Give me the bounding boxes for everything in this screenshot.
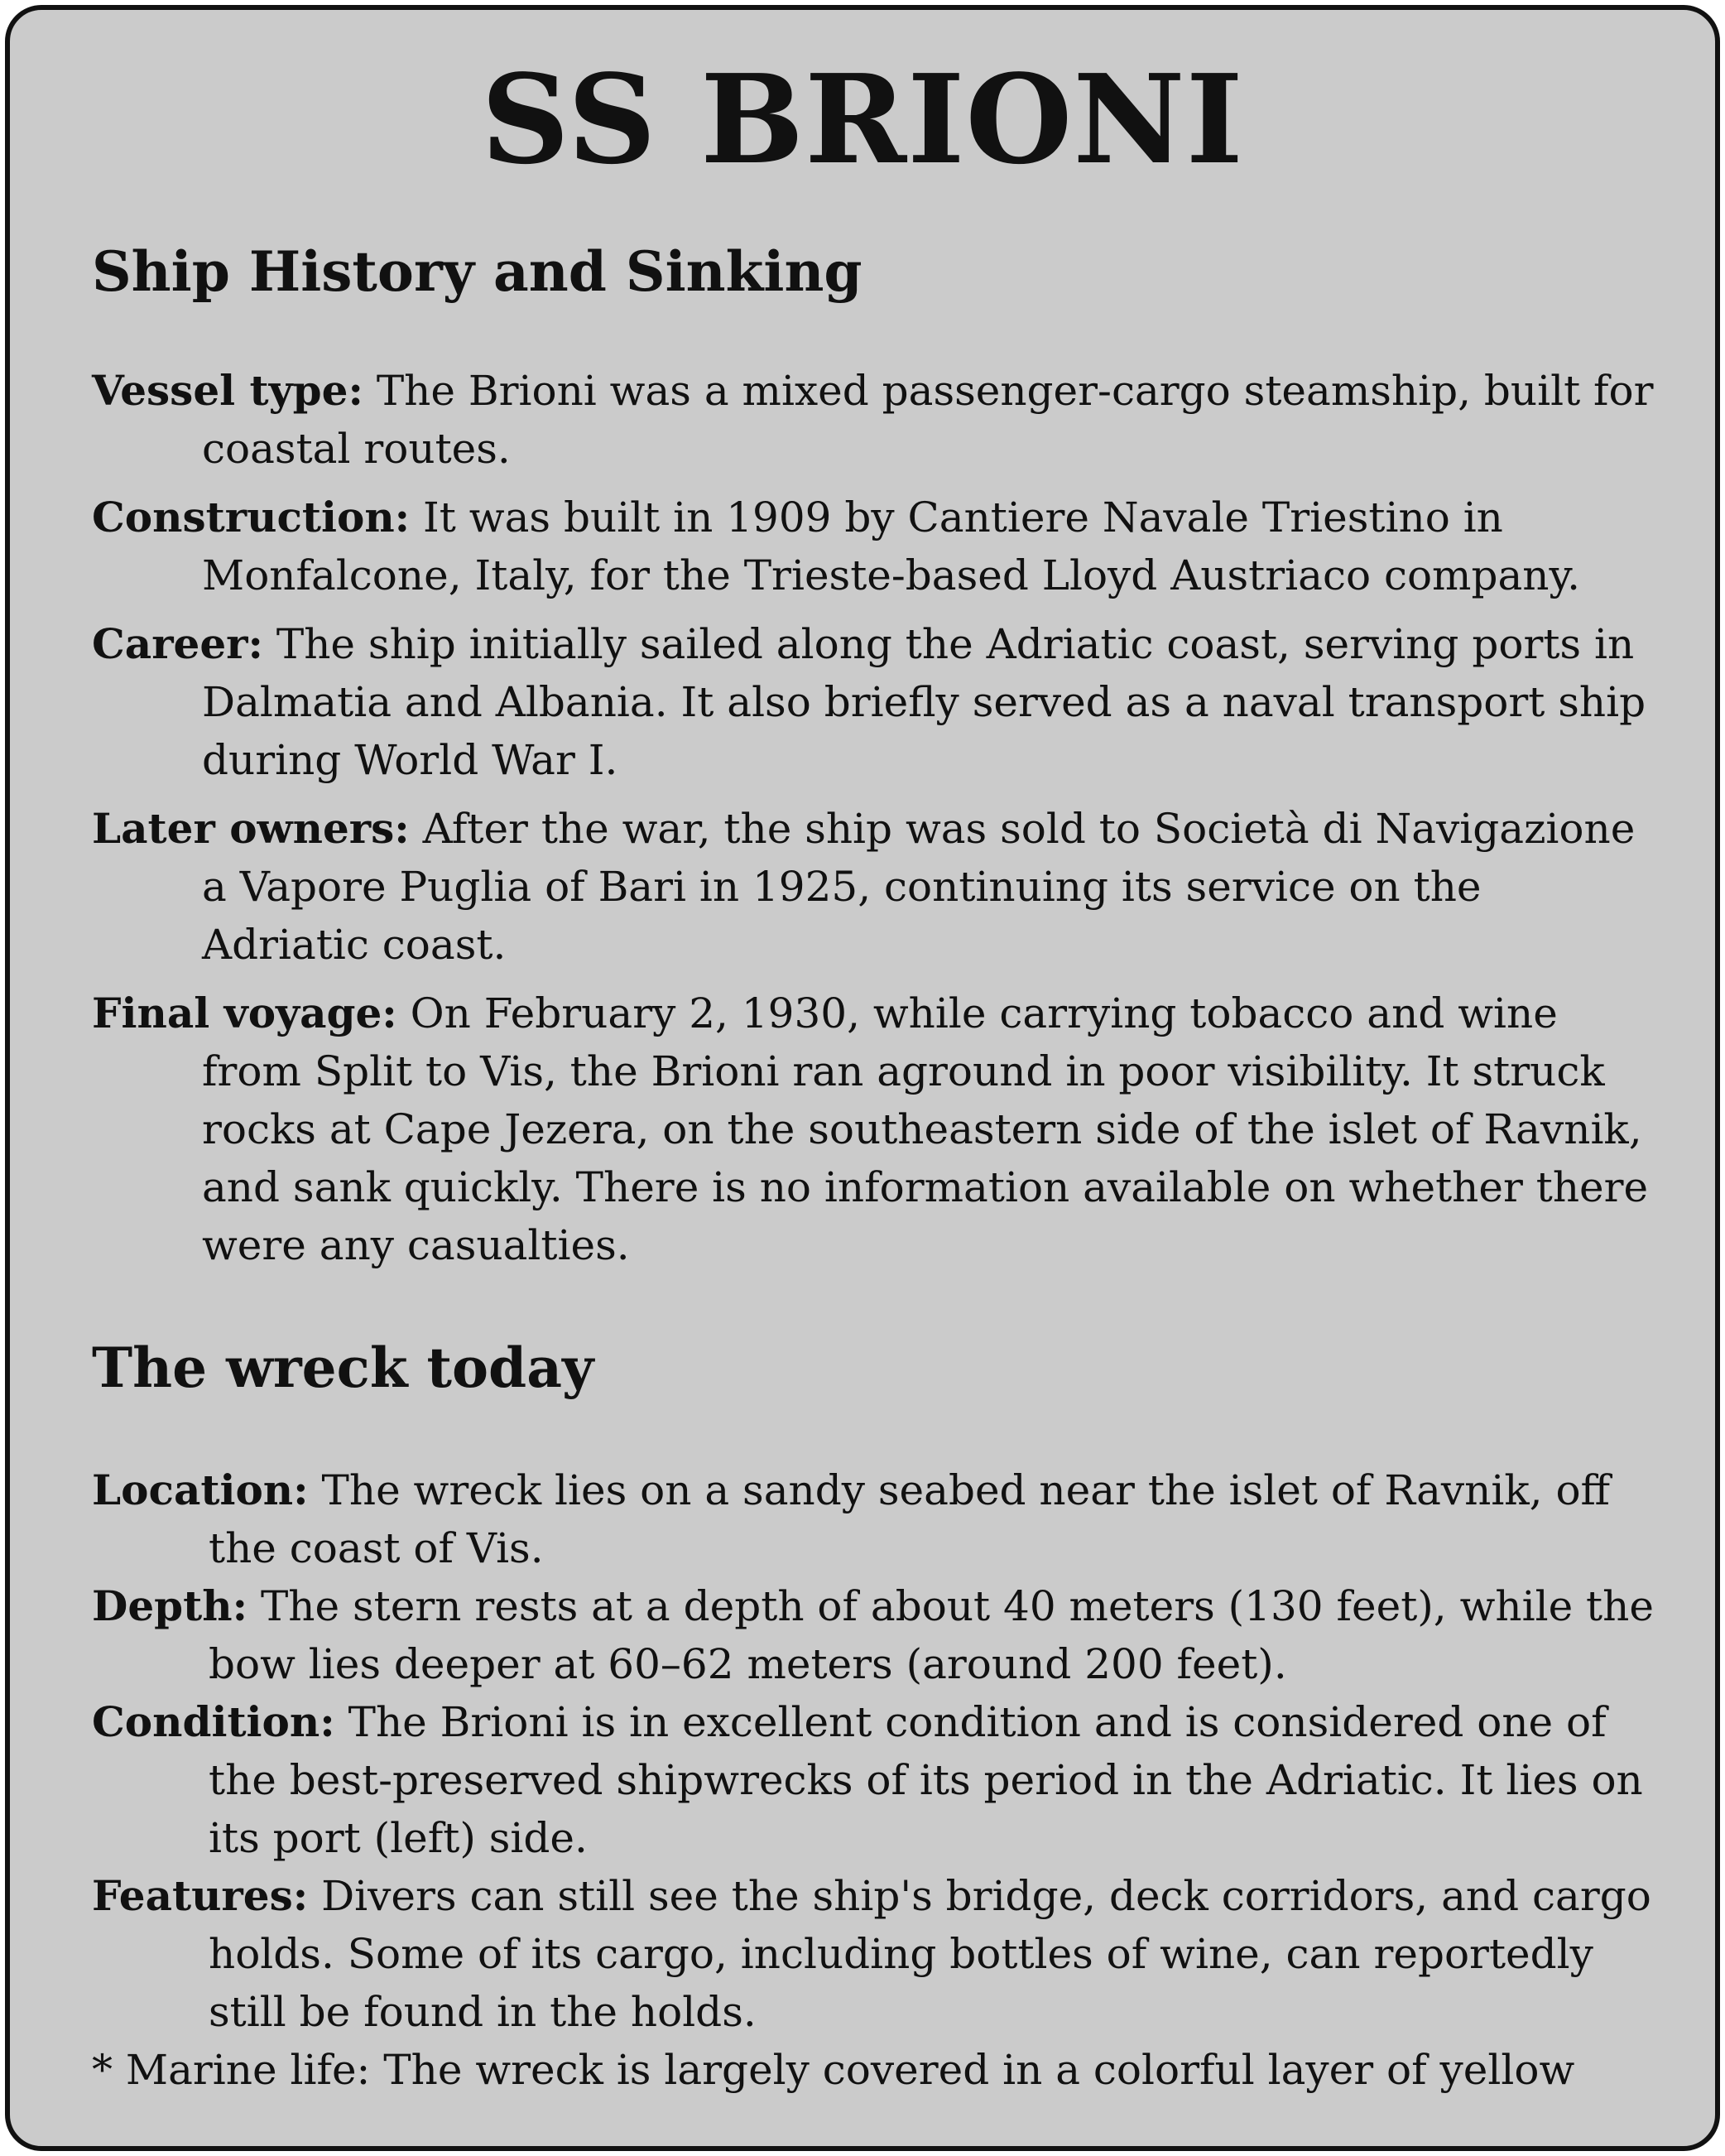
entry-label: Location: — [92, 1465, 309, 1514]
info-card — [5, 5, 1720, 2151]
entry-label: Features: — [92, 1871, 309, 1920]
wreck-entry-features — [92, 1867, 1660, 2041]
wreck-entry-location — [92, 1461, 1660, 1577]
history-entry-later-owners — [92, 800, 1660, 974]
entry-text: The Brioni is in excellent condition and is considered one of the best-preserved shipwrecks of its period in the Adriatic. It lies on its port (left) side. — [209, 1698, 1643, 1862]
page-title: SS BRIONI — [481, 47, 1244, 191]
entry-label: Construction: — [92, 493, 411, 541]
entry-label: Later owners: — [92, 804, 410, 853]
history-entry-list — [92, 362, 1660, 1285]
entry-text: The ship initially sailed along the Adriatic coast, serving ports in Dalmatia and Albania. It also briefly served as a naval transport ship during World War I. — [202, 620, 1646, 784]
wreck-entry-marine-life: * Marine life: The wreck is largely covered in a colorful layer of yellow — [92, 2046, 1575, 2094]
entry-text: The stern rests at a depth of about 40 meters (130 feet), while the bow lies deeper at 60–62 meters (around 200 feet). — [209, 1582, 1654, 1688]
entry-label: Depth: — [92, 1581, 248, 1630]
entry-label: Condition: — [92, 1697, 335, 1746]
entry-text: The wreck lies on a sandy seabed near the islet of Ravnik, off the coast of Vis. — [209, 1466, 1611, 1572]
section-heading-history: Ship History and Sinking — [92, 239, 862, 304]
wreck-entry-list — [92, 1461, 1660, 2099]
entry-label: Career: — [92, 619, 263, 668]
history-entry-construction — [92, 488, 1660, 604]
entry-text: It was built in 1909 by Cantiere Navale Triestino in Monfalcone, Italy, for the Trieste-based Lloyd Austriaco company. — [202, 493, 1580, 599]
history-entry-vessel-type — [92, 362, 1660, 478]
section-heading-wreck: The wreck today — [92, 1335, 594, 1400]
entry-label: Final voyage: — [92, 989, 397, 1037]
entry-text: The Brioni was a mixed passenger-cargo steamship, built for coastal routes. — [202, 367, 1654, 473]
entry-text: On February 2, 1930, while carrying tobacco and wine from Split to Vis, the Brioni ran aground in poor visibility. It struck rocks at Cape Jezera, on the southeastern side of the islet of Ravnik, and sank quickly. There is no information available on whether there were any casualties. — [202, 989, 1649, 1269]
entry-text: After the war, the ship was sold to Società di Navigazione a Vapore Puglia of Bari in 1925, continuing its service on the Adriatic coast. — [202, 805, 1636, 969]
wreck-entry-condition — [92, 1693, 1660, 1867]
history-entry-final-voyage — [92, 984, 1660, 1274]
entry-text: Divers can still see the ship's bridge, deck corridors, and cargo holds. Some of its cargo, including bottles of wine, can reportedly still be found in the holds. — [209, 1872, 1651, 2036]
history-entry-career — [92, 615, 1660, 789]
wreck-entry-depth — [92, 1577, 1660, 1693]
entry-label: Vessel type: — [92, 366, 363, 415]
